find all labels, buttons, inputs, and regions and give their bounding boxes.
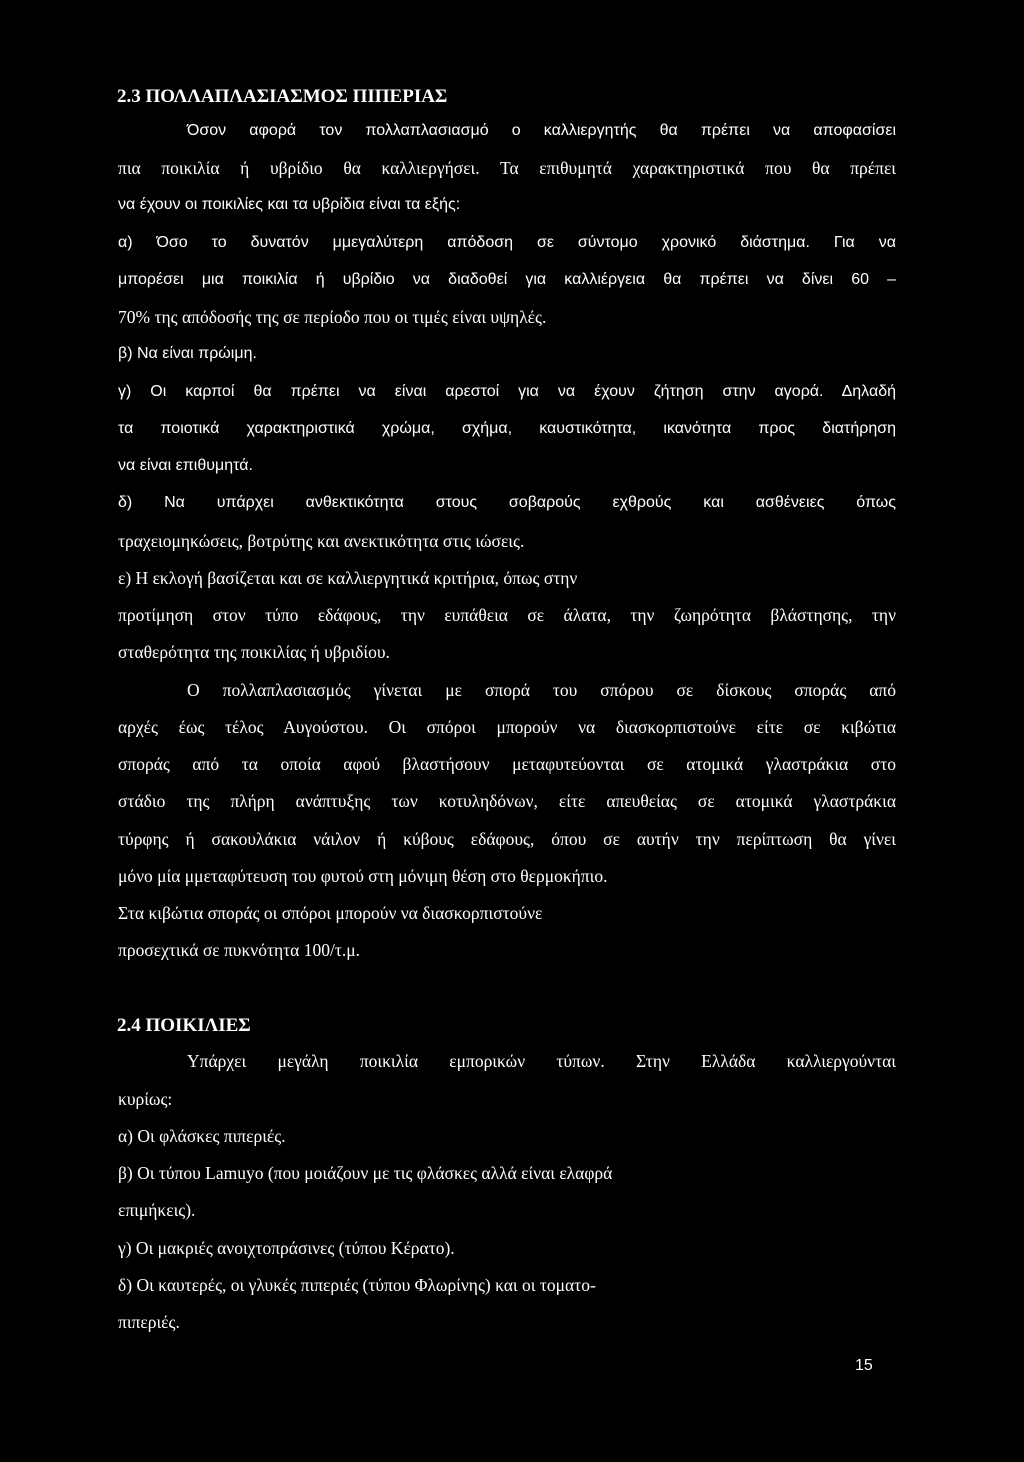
- paragraph-line: Στα κιβώτια σποράς οι σπόροι μπορούν να διασκορπιστούνε: [118, 903, 543, 923]
- paragraph-line: τα ποιοτικά χαρακτηριστικά χρώμα, σχήμα, καυστικότητα, ικανότητα προς διατήρηση: [118, 420, 896, 437]
- paragraph-line: Ο πολλαπλασιασμός γίνεται με σπορά του σπόρου σε δίσκους σποράς από: [187, 680, 896, 700]
- paragraph-line: γ) Οι καρποί θα πρέπει να είναι αρεστοί για να έχουν ζήτηση στην αγορά. Δηλαδή: [118, 383, 896, 400]
- paragraph-line: β) Να είναι πρώιμη.: [118, 345, 257, 362]
- paragraph-line: ε) Η εκλογή βασίζεται και σε καλλιεργητικά κριτήρια, όπως στην: [118, 568, 578, 588]
- paragraph-line: δ) Να υπάρχει ανθεκτικότητα στους σοβαρούς εχθρούς και ασθένειες όπως: [118, 494, 896, 511]
- list-item: δ) Οι καυτερές, οι γλυκές πιπεριές (τύπου Φλωρίνης) και οι τοματο-: [118, 1275, 596, 1295]
- page-number: 15: [855, 1357, 873, 1374]
- list-item: γ) Οι μακριές ανοιχτοπράσινες (τύπου Κέρατο).: [118, 1238, 455, 1258]
- paragraph-line: αρχές έως τέλος Αυγούστου. Οι σπόροι μπορούν να διασκορπιστούνε είτε σε κιβώτια: [118, 717, 896, 737]
- paragraph-line: μόνο μία μμεταφύτευση του φυτού στη μόνιμη θέση στο θερμοκήπιο.: [118, 866, 608, 886]
- paragraph-line: Υπάρχει μεγάλη ποικιλία εμπορικών τύπων. Στην Ελλάδα καλλιεργούνται: [187, 1051, 896, 1071]
- list-item: πιπεριές.: [118, 1312, 180, 1332]
- paragraph-line: τύρφης ή σακουλάκια νάιλον ή κύβους εδάφους, όπου σε αυτήν την περίπτωση θα γίνει: [118, 829, 896, 849]
- paragraph-line: Όσον αφορά τον πολλαπλασιασμό ο καλλιεργητής θα πρέπει να αποφασίσει: [187, 122, 896, 139]
- paragraph-line: τραχειομηκώσεις, βοτρύτης και ανεκτικότητα στις ιώσεις.: [118, 531, 525, 551]
- paragraph-line: να έχουν οι ποικιλίες και τα υβρίδια είναι τα εξής:: [118, 196, 461, 213]
- paragraph-line: σποράς από τα οποία αφού βλαστήσουν μεταφυτεύονται σε ατομικά γλαστράκια στο: [118, 754, 896, 774]
- section-2-4-title: 2.4 ΠΟΙΚΙΛΙΕΣ: [117, 1015, 251, 1036]
- paragraph-line: μπορέσει μια ποικιλία ή υβρίδιο να διαδοθεί για καλλιέργεια θα πρέπει να δίνει 60 –: [118, 271, 896, 288]
- paragraph-line: κυρίως:: [118, 1089, 173, 1109]
- paragraph-line: προσεχτικά σε πυκνότητα 100/τ.μ.: [118, 940, 360, 960]
- paragraph-line: σταθερότητα της ποικιλίας ή υβριδίου.: [118, 642, 390, 662]
- list-item: β) Οι τύπου Lamuyo (που μοιάζουν με τις φλάσκες αλλά είναι ελαφρά: [118, 1163, 613, 1183]
- paragraph-line: προτίμηση στον τύπο εδάφους, την ευπάθεια σε άλατα, την ζωηρότητα βλάστησης, την: [118, 605, 896, 625]
- section-2-3-title: 2.3 ΠΟΛΛΑΠΛΑΣΙΑΣΜΟΣ ΠΙΠΕΡΙΑΣ: [117, 86, 448, 107]
- paragraph-line: πια ποικιλία ή υβρίδιο θα καλλιεργήσει. Τα επιθυμητά χαρακτηριστικά που θα πρέπει: [118, 158, 896, 178]
- list-item: α) Οι φλάσκες πιπεριές.: [118, 1126, 286, 1146]
- paragraph-line: α) Όσο το δυνατόν μμεγαλύτερη απόδοση σε σύντομο χρονικό διάστημα. Για να: [118, 234, 896, 251]
- list-item: επιμήκεις).: [118, 1200, 196, 1220]
- paragraph-line: να είναι επιθυμητά.: [118, 457, 253, 474]
- paragraph-line: στάδιο της πλήρη ανάπτυξης των κοτυληδόνων, είτε απευθείας σε ατομικά γλαστράκια: [118, 791, 896, 811]
- paragraph-line: 70% της απόδοσής της σε περίοδο που οι τιμές είναι υψηλές.: [118, 307, 547, 327]
